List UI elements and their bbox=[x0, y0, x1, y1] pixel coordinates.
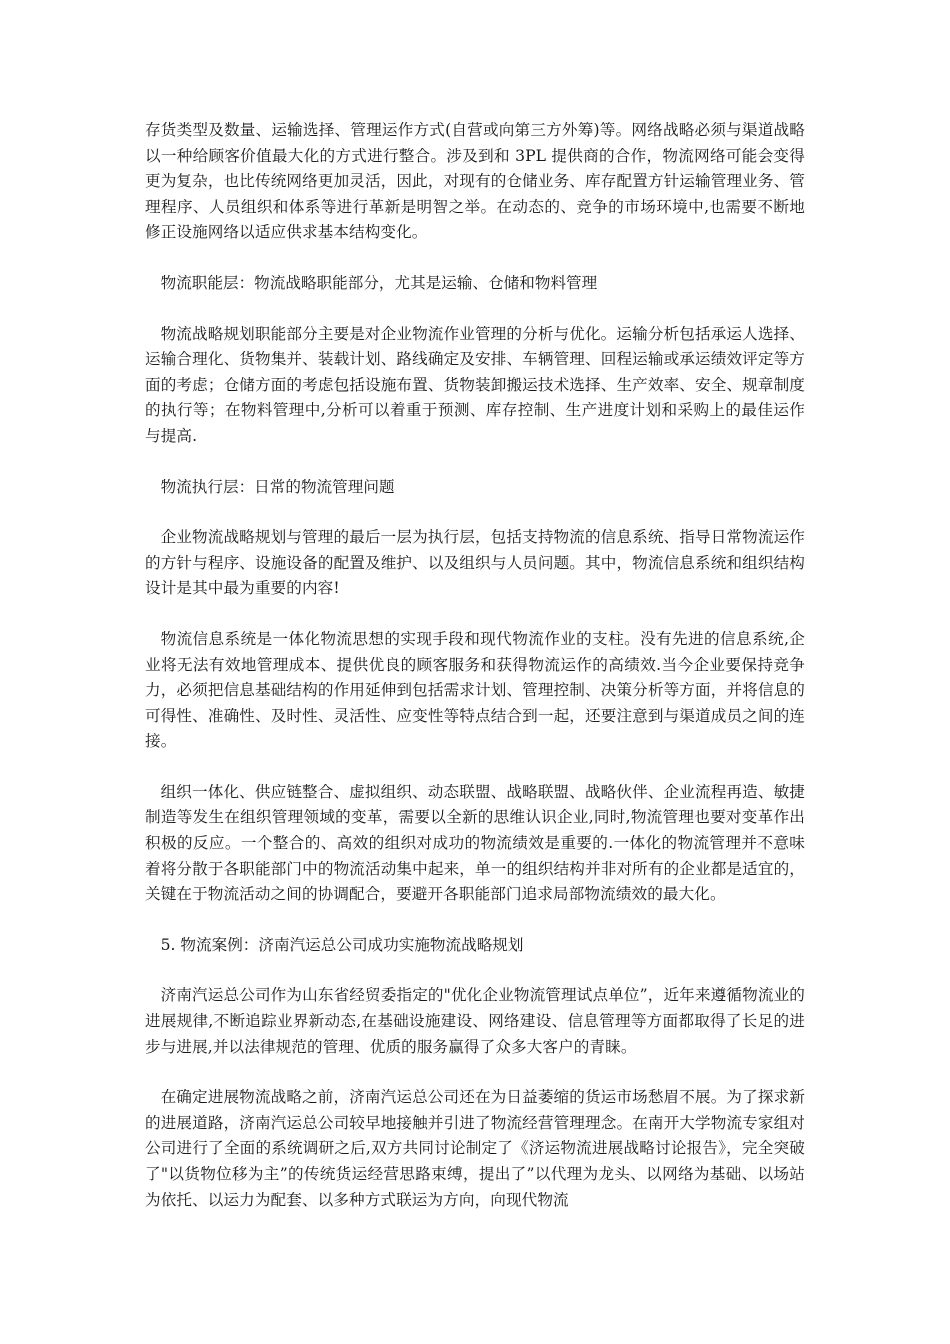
paragraph-organization: 组织一体化、供应链整合、虚拟组织、动态联盟、战略联盟、战略伙伴、企业流程再造、敏捷制造等发生在组织管理领域的变革，需要以全新的思维认识企业,同时,物流管理也要对变革作出积极的反应。一个整合的、高效的组织对成功的物流绩效是重要的.一体化的物流管理并不意味着将分散于各职能部门中的物流活动集中起来，单一的组织结构并非对所有的企业都是适宜的，关键在于物流活动之间的协调配合，要避开各职能部门追求局部物流绩效的最大化。 bbox=[145, 782, 805, 904]
paragraph-execution-layer: 企业物流战略规划与管理的最后一层为执行层，包括支持物流的信息系统、指导日常物流运作的方针与程序、设施设备的配置及维护、以及组织与人员问题。其中，物流信息系统和组织结构设计是其中最为重要的内容! bbox=[145, 528, 805, 598]
paragraph-network-strategy: 存货类型及数量、运输选择、管理运作方式(自营或向第三方外筹)等。网络战略必须与渠道战略以一种给顾客价值最大化的方式进行整合。涉及到和 3PL 提供商的合作，物流网络可能会变得更为复杂，也比传统网络更加灵活，因此，对现有的仓储业务、库存配置方针运输管理业务、管理程序、人员组织和体系等进行革新是明智之举。在动态的、竞争的市场环境中,也需要不断地修正设施网络以适应供求基本结构变化。 bbox=[145, 121, 805, 242]
document-page bbox=[145, 118, 805, 1238]
paragraph-function-analysis: 物流战略规划职能部分主要是对企业物流作业管理的分析与优化。运输分析包括承运人选择、运输合理化、货物集并、装载计划、路线确定及安排、车辆管理、回程运输或承运绩效评定等方面的考虑；仓储方面的考虑包括设施布置、货物装卸搬运技术选择、生产效率、安全、规章制度的执行等；在物料管理中,分析可以着重于预测、库存控制、生产进度计划和采购上的最佳运作与提高. bbox=[145, 324, 805, 445]
heading-execution-layer: 物流执行层：日常的物流管理问题 bbox=[160, 477, 395, 496]
heading-function-layer: 物流职能层：物流战略职能部分，尤其是运输、仓储和物料管理 bbox=[160, 273, 598, 292]
heading-case-study: 5. 物流案例：济南汽运总公司成功实施物流战略规划 bbox=[160, 935, 524, 954]
paragraph-case-strategy: 在确定进展物流战略之前，济南汽运总公司还在为日益萎缩的货运市场愁眉不展。为了探求新的进展道路，济南汽运总公司较早地接触并引进了物流经营管理理念。在南开大学物流专家组对公司进行了全面的系统调研之后,双方共同讨论制定了《济运物流进展战略讨论报告》，完全突破了"以货物位移为主”的传统货运经营思路束缚，提出了”以代理为龙头、以网络为基础、以场站为依托、以运力为配套、以多种方式联运为方向，向现代物流 bbox=[145, 1088, 805, 1209]
paragraph-case-intro: 济南汽运总公司作为山东省经贸委指定的"优化企业物流管理试点单位”，近年来遵循物流业的进展规律,不断追踪业界新动态,在基础设施建设、网络建设、信息管理等方面都取得了长足的进步与进展,并以法律规范的管理、优质的服务赢得了众多大客户的青睐。 bbox=[145, 986, 805, 1056]
paragraph-information-system: 物流信息系统是一体化物流思想的实现手段和现代物流作业的支柱。没有先进的信息系统,企业将无法有效地管理成本、提供优良的顾客服务和获得物流运作的高绩效.当今企业要保持竞争力，必须把信息基础结构的作用延伸到包括需求计划、管理控制、决策分析等方面，并将信息的可得性、准确性、及时性、灵活性、应变性等特点结合到一起，还要注意到与渠道成员之间的连接。 bbox=[145, 629, 805, 751]
